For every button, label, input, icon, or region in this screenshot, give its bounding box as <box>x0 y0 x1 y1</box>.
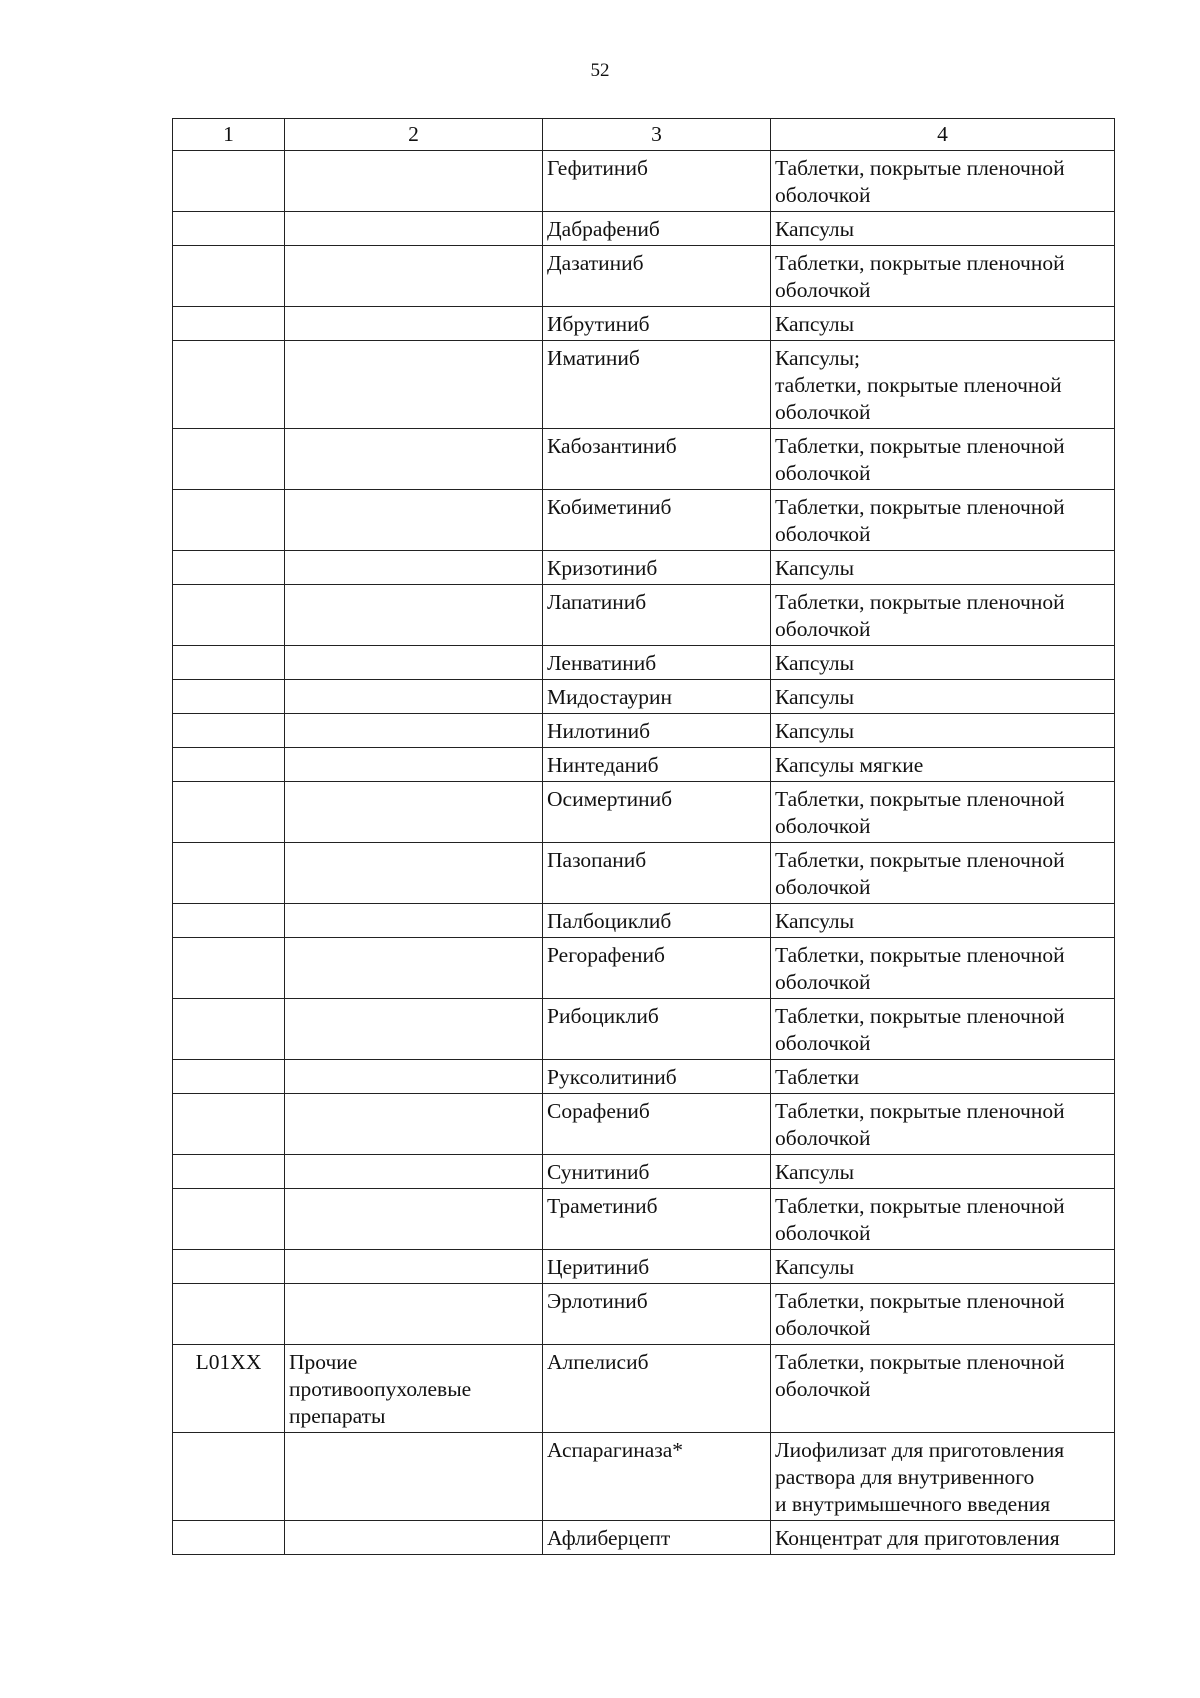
table-row <box>173 212 1115 246</box>
drug-name-cell: Кабозантиниб <box>543 429 771 490</box>
dosage-form-cell <box>771 429 1115 490</box>
dosage-form-cell-line: раствора для внутривенного <box>775 1465 1035 1489</box>
table-row <box>173 246 1115 307</box>
group-cell <box>285 246 543 307</box>
dosage-form-cell-line: Капсулы <box>775 719 855 743</box>
dosage-form-cell-line: Таблетки, покрытые пленочной <box>775 1004 1065 1028</box>
drug-name-cell: Афлиберцепт <box>543 1521 771 1555</box>
dosage-form-cell <box>771 782 1115 843</box>
dosage-form-cell-line: Капсулы <box>775 1160 855 1184</box>
drug-table <box>172 118 1115 1555</box>
dosage-form-cell <box>771 1433 1115 1521</box>
group-cell <box>285 714 543 748</box>
table-row <box>173 307 1115 341</box>
group-cell <box>285 551 543 585</box>
dosage-form-cell-line: оболочкой <box>775 617 871 641</box>
group-cell <box>285 646 543 680</box>
dosage-form-cell <box>771 1521 1115 1555</box>
drug-name-cell: Ибрутиниб <box>543 307 771 341</box>
dosage-form-cell-line: Капсулы <box>775 685 855 709</box>
code-cell <box>173 246 285 307</box>
dosage-form-cell <box>771 307 1115 341</box>
dosage-form-cell-line: Капсулы; <box>775 346 861 370</box>
group-cell <box>285 1155 543 1189</box>
table-row <box>173 341 1115 429</box>
table-body <box>173 119 1115 1555</box>
dosage-form-cell-line: Таблетки, покрытые пленочной <box>775 848 1065 872</box>
dosage-form-cell-line: Таблетки, покрытые пленочной <box>775 156 1065 180</box>
dosage-form-cell-line: оболочкой <box>775 814 871 838</box>
table-row <box>173 551 1115 585</box>
dosage-form-cell <box>771 341 1115 429</box>
dosage-form-cell <box>771 748 1115 782</box>
dosage-form-cell-line: оболочкой <box>775 970 871 994</box>
table-row <box>173 1521 1115 1555</box>
code-cell <box>173 1284 285 1345</box>
dosage-form-cell-line: Таблетки, покрытые пленочной <box>775 1099 1065 1123</box>
drug-name-cell: Рибоциклиб <box>543 999 771 1060</box>
group-cell <box>285 1521 543 1555</box>
dosage-form-cell <box>771 1189 1115 1250</box>
group-cell <box>285 938 543 999</box>
dosage-form-cell-line: Таблетки, покрытые пленочной <box>775 1350 1065 1374</box>
drug-name-cell: Нилотиниб <box>543 714 771 748</box>
dosage-form-cell <box>771 551 1115 585</box>
dosage-form-cell <box>771 938 1115 999</box>
drug-name-cell: Алпелисиб <box>543 1345 771 1433</box>
dosage-form-cell-line: Таблетки, покрытые пленочной <box>775 1289 1065 1313</box>
code-cell <box>173 680 285 714</box>
group-cell-line: препараты <box>289 1404 386 1428</box>
code-cell <box>173 999 285 1060</box>
dosage-form-cell <box>771 585 1115 646</box>
code-cell <box>173 551 285 585</box>
group-cell <box>285 212 543 246</box>
code-cell <box>173 1094 285 1155</box>
dosage-form-cell-line: Таблетки, покрытые пленочной <box>775 943 1065 967</box>
dosage-form-cell-line: Капсулы <box>775 217 855 241</box>
code-cell <box>173 1521 285 1555</box>
drug-name-cell: Сорафениб <box>543 1094 771 1155</box>
table-row <box>173 1250 1115 1284</box>
code-cell <box>173 1189 285 1250</box>
group-cell <box>285 151 543 212</box>
group-cell <box>285 429 543 490</box>
drug-name-cell: Нинтеданиб <box>543 748 771 782</box>
group-cell <box>285 307 543 341</box>
dosage-form-cell-line: оболочкой <box>775 1316 871 1340</box>
table-row <box>173 904 1115 938</box>
table-row <box>173 1433 1115 1521</box>
table-row <box>173 748 1115 782</box>
code-cell <box>173 782 285 843</box>
dosage-form-cell-line: оболочкой <box>775 461 871 485</box>
dosage-form-cell-line: оболочкой <box>775 183 871 207</box>
code-cell <box>173 904 285 938</box>
group-cell <box>285 1189 543 1250</box>
code-cell <box>173 429 285 490</box>
code-cell <box>173 646 285 680</box>
table-row <box>173 714 1115 748</box>
dosage-form-cell-line: Капсулы <box>775 1255 855 1279</box>
code-cell <box>173 341 285 429</box>
code-cell <box>173 1433 285 1521</box>
dosage-form-cell <box>771 1060 1115 1094</box>
dosage-form-cell <box>771 999 1115 1060</box>
dosage-form-cell <box>771 843 1115 904</box>
dosage-form-cell <box>771 490 1115 551</box>
drug-name-cell: Гефитиниб <box>543 151 771 212</box>
table-row <box>173 782 1115 843</box>
dosage-form-cell <box>771 1284 1115 1345</box>
dosage-form-cell-line: оболочкой <box>775 522 871 546</box>
drug-name-cell: Ленватиниб <box>543 646 771 680</box>
group-cell <box>285 585 543 646</box>
dosage-form-cell-line: Таблетки, покрытые пленочной <box>775 495 1065 519</box>
group-cell <box>285 1284 543 1345</box>
dosage-form-cell-line: Таблетки, покрытые пленочной <box>775 251 1065 275</box>
code-cell <box>173 748 285 782</box>
group-cell <box>285 748 543 782</box>
group-cell <box>285 680 543 714</box>
dosage-form-cell-line: Таблетки <box>775 1065 860 1089</box>
drug-name-cell: Сунитиниб <box>543 1155 771 1189</box>
drug-name-cell: Мидостаурин <box>543 680 771 714</box>
group-cell <box>285 843 543 904</box>
column-header-1: 1 <box>173 119 285 151</box>
dosage-form-cell-line: Капсулы <box>775 909 855 933</box>
column-header-4: 4 <box>771 119 1115 151</box>
dosage-form-cell <box>771 212 1115 246</box>
dosage-form-cell <box>771 1094 1115 1155</box>
dosage-form-cell-line: таблетки, покрытые пленочной <box>775 373 1062 397</box>
table-row <box>173 938 1115 999</box>
group-cell <box>285 999 543 1060</box>
dosage-form-cell-line: Капсулы <box>775 312 855 336</box>
group-cell-line: Прочие <box>289 1350 358 1374</box>
dosage-form-cell-line: и внутримышечного введения <box>775 1492 1051 1516</box>
table-row <box>173 1345 1115 1433</box>
drug-name-cell: Регорафениб <box>543 938 771 999</box>
dosage-form-cell-line: Лиофилизат для приготовления <box>775 1438 1065 1462</box>
dosage-form-cell <box>771 151 1115 212</box>
drug-name-cell: Дабрафениб <box>543 212 771 246</box>
page-number: 52 <box>590 60 610 81</box>
drug-name-cell: Аспарагиназа* <box>543 1433 771 1521</box>
code-cell <box>173 714 285 748</box>
dosage-form-cell-line: Таблетки, покрытые пленочной <box>775 434 1065 458</box>
dosage-form-cell-line: оболочкой <box>775 278 871 302</box>
dosage-form-cell <box>771 646 1115 680</box>
drug-name-cell: Кобиметиниб <box>543 490 771 551</box>
table-row <box>173 1094 1115 1155</box>
code-cell <box>173 212 285 246</box>
drug-name-cell: Дазатиниб <box>543 246 771 307</box>
code-cell <box>173 151 285 212</box>
group-cell <box>285 1250 543 1284</box>
table-row <box>173 1189 1115 1250</box>
dosage-form-cell <box>771 1345 1115 1433</box>
dosage-form-cell-line: оболочкой <box>775 875 871 899</box>
group-cell <box>285 1345 543 1433</box>
drug-name-cell: Пазопаниб <box>543 843 771 904</box>
dosage-form-cell-line: оболочкой <box>775 1126 871 1150</box>
table-header-row <box>173 119 1115 151</box>
dosage-form-cell-line: Капсулы <box>775 651 855 675</box>
dosage-form-cell <box>771 680 1115 714</box>
group-cell <box>285 904 543 938</box>
drug-name-cell: Церитиниб <box>543 1250 771 1284</box>
table-row <box>173 843 1115 904</box>
table-row <box>173 1284 1115 1345</box>
table-row <box>173 585 1115 646</box>
dosage-form-cell <box>771 714 1115 748</box>
code-cell <box>173 1060 285 1094</box>
code-cell <box>173 1155 285 1189</box>
group-cell <box>285 1060 543 1094</box>
code-cell <box>173 938 285 999</box>
drug-name-cell: Лапатиниб <box>543 585 771 646</box>
drug-name-cell: Осимертиниб <box>543 782 771 843</box>
dosage-form-cell <box>771 904 1115 938</box>
drug-name-cell: Кризотиниб <box>543 551 771 585</box>
dosage-form-cell-line: Концентрат для приготовления <box>775 1526 1060 1550</box>
drug-name-cell: Иматиниб <box>543 341 771 429</box>
group-cell-line: противоопухолевые <box>289 1377 472 1401</box>
group-cell <box>285 490 543 551</box>
dosage-form-cell-line: Таблетки, покрытые пленочной <box>775 1194 1065 1218</box>
dosage-form-cell-line: оболочкой <box>775 400 871 424</box>
column-header-3: 3 <box>543 119 771 151</box>
table-row <box>173 999 1115 1060</box>
column-header-2: 2 <box>285 119 543 151</box>
dosage-form-cell-line: оболочкой <box>775 1031 871 1055</box>
group-cell <box>285 341 543 429</box>
dosage-form-cell <box>771 1155 1115 1189</box>
code-cell: L01XX <box>173 1345 285 1433</box>
code-cell <box>173 585 285 646</box>
dosage-form-cell-line: оболочкой <box>775 1377 871 1401</box>
drug-name-cell: Палбоциклиб <box>543 904 771 938</box>
table-row <box>173 680 1115 714</box>
drug-name-cell: Руксолитиниб <box>543 1060 771 1094</box>
dosage-form-cell-line: Капсулы мягкие <box>775 753 924 777</box>
dosage-form-cell-line: оболочкой <box>775 1221 871 1245</box>
dosage-form-cell-line: Таблетки, покрытые пленочной <box>775 787 1065 811</box>
drug-name-cell: Эрлотиниб <box>543 1284 771 1345</box>
table-row <box>173 490 1115 551</box>
table-row <box>173 429 1115 490</box>
group-cell <box>285 782 543 843</box>
group-cell <box>285 1433 543 1521</box>
code-cell <box>173 843 285 904</box>
dosage-form-cell-line: Таблетки, покрытые пленочной <box>775 590 1065 614</box>
drug-name-cell: Траметиниб <box>543 1189 771 1250</box>
table-row <box>173 1155 1115 1189</box>
dosage-form-cell <box>771 1250 1115 1284</box>
table-row <box>173 646 1115 680</box>
table-row <box>173 151 1115 212</box>
code-cell <box>173 307 285 341</box>
dosage-form-cell <box>771 246 1115 307</box>
table-row <box>173 1060 1115 1094</box>
group-cell <box>285 1094 543 1155</box>
dosage-form-cell-line: Капсулы <box>775 556 855 580</box>
code-cell <box>173 1250 285 1284</box>
code-cell <box>173 490 285 551</box>
